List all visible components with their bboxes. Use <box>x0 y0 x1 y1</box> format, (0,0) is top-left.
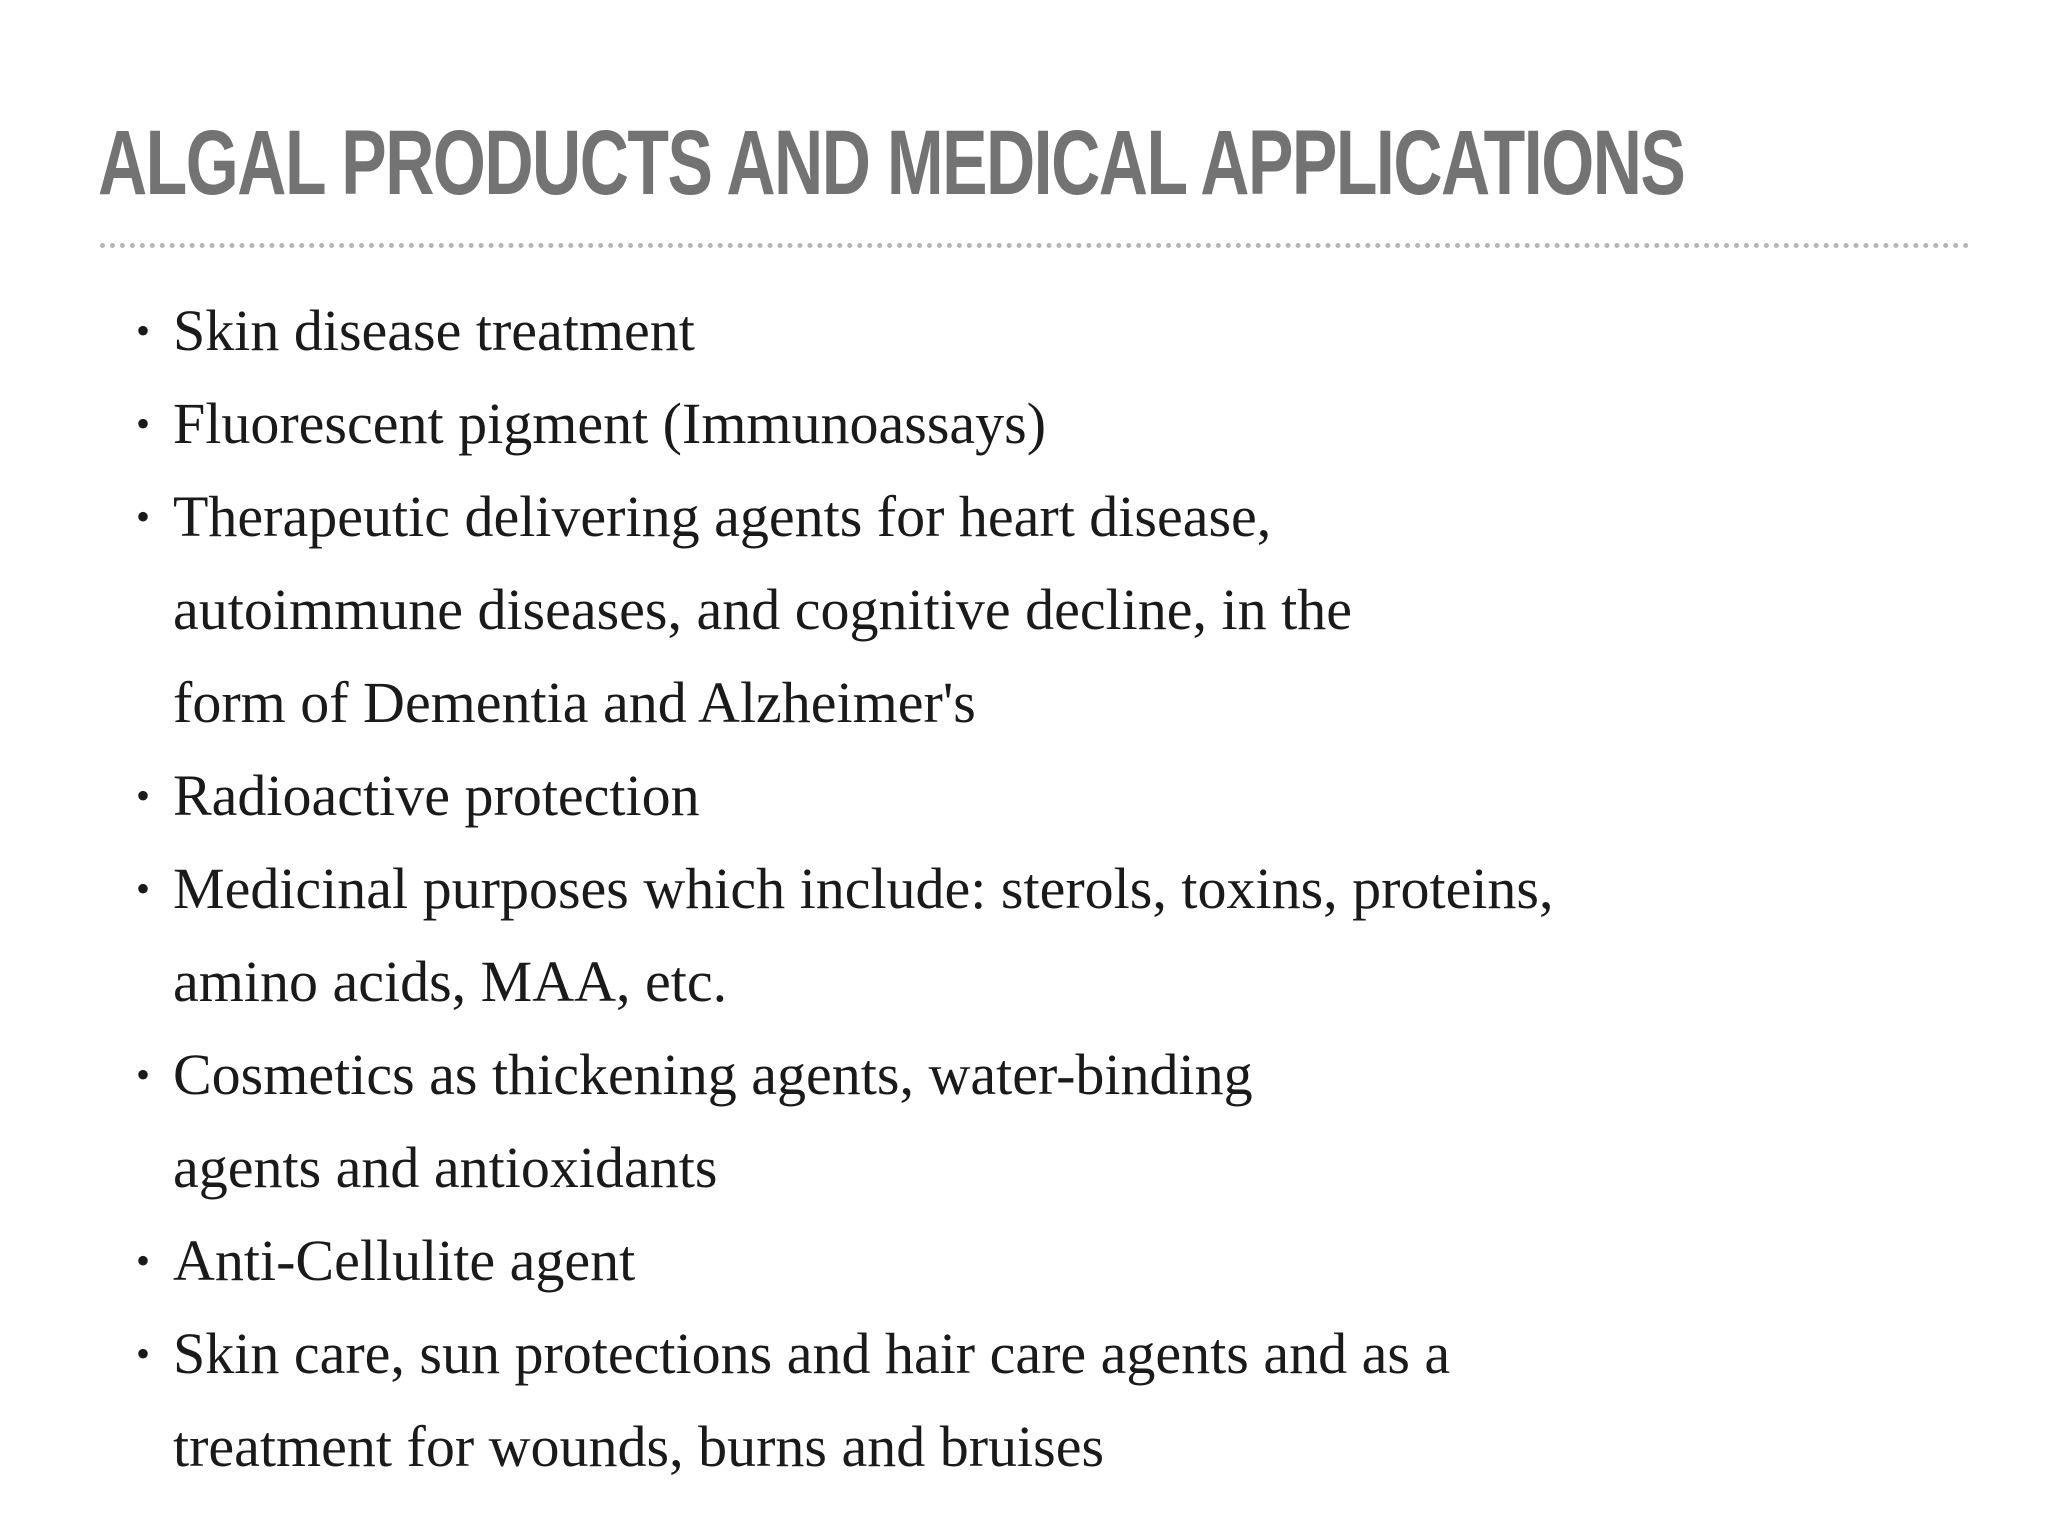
bullet-icon: • <box>136 866 151 911</box>
list-item <box>136 284 1936 377</box>
bullet-text: Radioactive protection <box>173 763 700 828</box>
bullet-text: Skin disease treatment <box>173 298 695 363</box>
bullet-icon: • <box>136 1052 151 1097</box>
list-item <box>136 1214 1936 1307</box>
bullet-icon: • <box>136 494 151 539</box>
bullet-icon: • <box>136 308 151 353</box>
bullet-text: Cosmetics as thickening agents, water-binding agents and antioxidants <box>173 1042 1253 1200</box>
slide-title: ALGAL PRODUCTS AND MEDICAL APPLICATIONS <box>98 112 1685 214</box>
bullet-text: Anti-Cellulite agent <box>173 1228 636 1293</box>
list-item <box>136 377 1936 470</box>
list-item <box>136 842 1936 1028</box>
list-item <box>136 1307 1936 1493</box>
bullet-icon: • <box>136 1331 151 1376</box>
list-item <box>136 749 1936 842</box>
bullet-text: Skin care, sun protections and hair care agents and as a treatment for wounds, burns and bruises <box>173 1321 1451 1479</box>
bullet-text: Fluorescent pigment (Immunoassays) <box>173 391 1047 456</box>
bullet-text: Medicinal purposes which include: sterols, toxins, proteins, amino acids, MAA, etc. <box>173 856 1554 1014</box>
bullet-icon: • <box>136 1238 151 1283</box>
bullet-icon: • <box>136 773 151 818</box>
list-item <box>136 470 1936 749</box>
title-divider <box>100 243 1970 248</box>
bullet-list <box>136 284 1936 1493</box>
list-item <box>136 1028 1936 1214</box>
bullet-icon: • <box>136 401 151 446</box>
bullet-text: Therapeutic delivering agents for heart disease, autoimmune diseases, and cognitive decline, in the form of Dementia and Alzheimer's <box>173 484 1353 735</box>
